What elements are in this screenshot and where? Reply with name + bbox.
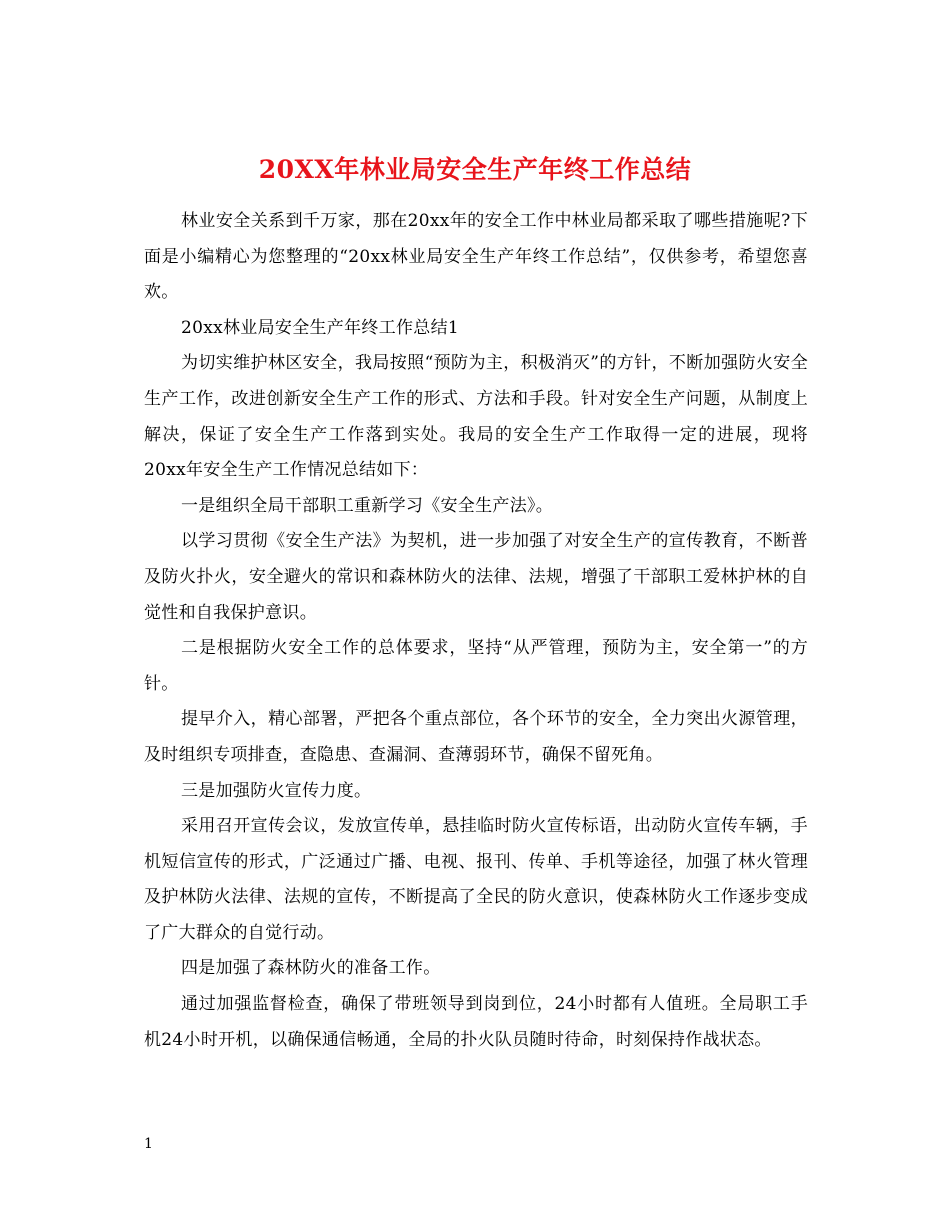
page-number: 1 xyxy=(144,1136,153,1152)
point-heading-3: 三是加强防火宣传力度。 xyxy=(181,780,372,801)
paragraph: 采用召开宣传会议，发放宣传单，悬挂临时防火宣传标语，出动防火宣传车辆，手机短信宣传的形式，广泛通过广播、电视、报刊、传单、手机等途径，加强了林火管理及护林防火法律、法规的宣传，不断提高了全民的防火意识，使森林防火工作逐步变成了广大群众的自觉行动。 xyxy=(144,816,808,943)
paragraph: 通过加强监督检查，确保了带班领导到岗到位，24小时都有人值班。全局职工手机24小时开机，以确保通信畅通，全局的扑火队员随时待命，时刻保持作战状态。 xyxy=(144,994,808,1050)
paragraph: 以学习贯彻《安全生产法》为契机，进一步加强了对安全生产的宣传教育，不断普及防火扑火，安全避火的常识和森林防火的法律、法规，增强了干部职工爱林护林的自觉性和自我保护意识。 xyxy=(144,531,808,623)
paragraph: 提早介入，精心部署，严把各个重点部位，各个环节的安全，全力突出火源管理，及时组织专项排查，查隐患、查漏洞、查薄弱环节，确保不留死角。 xyxy=(144,709,808,765)
section-heading: 20xx林业局安全生产年终工作总结1 xyxy=(181,317,460,338)
point-heading-2: 二是根据防火安全工作的总体要求，坚持“从严管理，预防为主，安全第一”的方针。 xyxy=(144,638,808,694)
point-heading-1: 一是组织全局干部职工重新学习《安全生产法》。 xyxy=(181,495,554,516)
document-title: 20XX年林业局安全生产年终工作总结 xyxy=(258,154,692,184)
paragraph-intro: 林业安全关系到千万家，那在20xx年的安全工作中林业局都采取了哪些措施呢?下面是小编精心为您整理的“20xx林业局安全生产年终工作总结”，仅供参考，希望您喜欢。 xyxy=(144,211,808,303)
document-body xyxy=(144,204,808,1058)
paragraph: 为切实维护林区安全，我局按照“预防为主，积极消灭”的方针，不断加强防火安全生产工作，改进创新安全生产工作的形式、方法和手段。针对安全生产问题，从制度上解决，保证了安全生产工作落到实处。我局的安全生产工作取得一定的进展，现将20xx年安全生产工作情况总结如下： xyxy=(144,353,808,481)
point-heading-4: 四是加强了森林防火的准备工作。 xyxy=(181,958,441,979)
